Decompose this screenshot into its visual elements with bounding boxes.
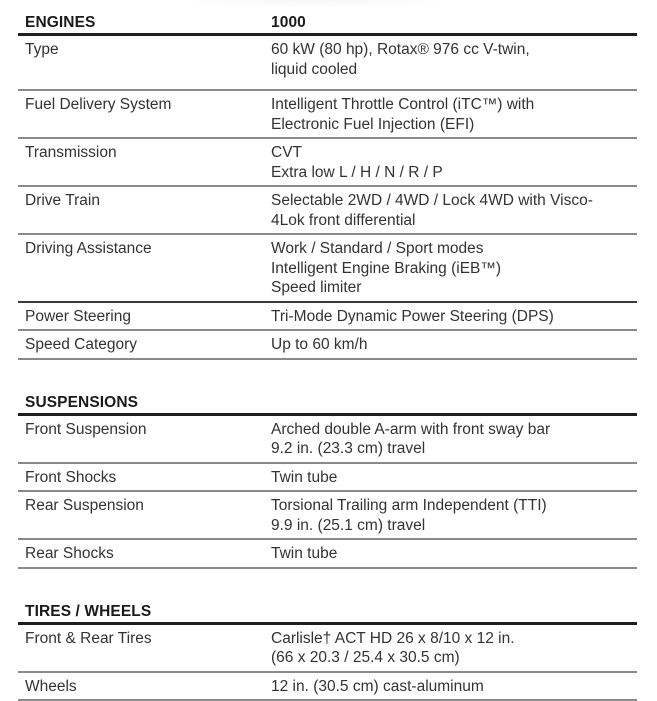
spec-value-line: (66 x 20.3 / 25.4 x 30.5 cm)	[271, 648, 637, 668]
spec-value-line: Twin tube	[271, 544, 637, 564]
spec-row-fuel-delivery	[18, 91, 637, 139]
spec-value-line: Speed limiter	[271, 278, 637, 298]
spec-value-line: 4Lok front differential	[271, 211, 637, 231]
section-suspensions	[18, 392, 637, 569]
section-header	[18, 392, 637, 416]
spec-value	[271, 420, 637, 459]
spec-value	[271, 335, 637, 355]
spec-value-line: Intelligent Engine Braking (iEB™)	[271, 259, 637, 279]
spec-row-front-suspension	[18, 416, 637, 464]
spec-value	[271, 677, 637, 697]
spec-label: Fuel Delivery System	[18, 95, 271, 134]
spec-row-front-rear-tires	[18, 625, 637, 673]
spec-row-transmission	[18, 139, 637, 187]
section-header	[18, 12, 637, 36]
spec-value-line: 60 kW (80 hp), Rotax® 976 cc V-twin,	[271, 40, 637, 60]
spec-value-line: Twin tube	[271, 468, 637, 488]
spec-label: Rear Shocks	[18, 544, 271, 564]
spec-value	[271, 95, 637, 134]
spec-value-line: Up to 60 km/h	[271, 335, 637, 355]
spec-value-line: Intelligent Throttle Control (iTC™) with	[271, 95, 637, 115]
spec-value	[271, 468, 637, 488]
spec-value-line: liquid cooled	[271, 60, 637, 80]
spec-row-power-steering	[18, 303, 637, 332]
spec-value-line: Carlisle† ACT HD 26 x 8/10 x 12 in.	[271, 629, 637, 649]
section-title: TIRES / WHEELS	[18, 603, 271, 621]
spec-value-line: Work / Standard / Sport modes	[271, 239, 637, 259]
spec-row-front-shocks	[18, 464, 637, 493]
top-shadow-decoration	[150, 0, 480, 10]
spec-label: Wheels	[18, 677, 271, 697]
spec-row-rear-shocks	[18, 540, 637, 569]
section-title: ENGINES	[18, 14, 271, 32]
spec-value-line: 12 in. (30.5 cm) cast-aluminum	[271, 677, 637, 697]
spec-value-line: CVT	[271, 143, 637, 163]
spec-value	[271, 40, 637, 79]
spec-value	[271, 239, 637, 298]
spec-value-line: Tri-Mode Dynamic Power Steering (DPS)	[271, 307, 637, 327]
spec-value-line: 9.2 in. (23.3 cm) travel	[271, 439, 637, 459]
spec-label: Drive Train	[18, 191, 271, 230]
spec-value-line: Torsional Trailing arm Independent (TTI)	[271, 496, 637, 516]
spec-label: Front Suspension	[18, 420, 271, 459]
spec-label: Driving Assistance	[18, 239, 271, 298]
section-header	[18, 601, 637, 625]
spec-value-line: Selectable 2WD / 4WD / Lock 4WD with Visco-	[271, 191, 637, 211]
section-engines	[18, 12, 637, 360]
spec-value-line: 9.9 in. (25.1 cm) travel	[271, 516, 637, 536]
spec-row-driving-assistance	[18, 235, 637, 303]
spec-label: Front & Rear Tires	[18, 629, 271, 668]
spec-value	[271, 544, 637, 564]
spec-row-rear-suspension	[18, 492, 637, 540]
spec-label: Rear Suspension	[18, 496, 271, 535]
spec-label: Type	[18, 40, 271, 79]
spec-value-line: Extra low L / H / N / R / P	[271, 163, 637, 183]
spec-label: Front Shocks	[18, 468, 271, 488]
spec-value-line: Electronic Fuel Injection (EFI)	[271, 115, 637, 135]
spec-value	[271, 496, 637, 535]
section-tires-wheels	[18, 601, 637, 701]
spec-value	[271, 307, 637, 327]
spec-sheet	[18, 12, 637, 701]
spec-label: Speed Category	[18, 335, 271, 355]
spec-row-speed-category	[18, 331, 637, 360]
model-label: 1000	[271, 14, 306, 32]
spec-row-drive-train	[18, 187, 637, 235]
spec-value	[271, 191, 637, 230]
spec-value	[271, 629, 637, 668]
spec-row-type	[18, 36, 637, 91]
section-title: SUSPENSIONS	[18, 394, 271, 412]
spec-value-line: Arched double A-arm with front sway bar	[271, 420, 637, 440]
spec-row-wheels	[18, 673, 637, 701]
spec-value	[271, 143, 637, 182]
spec-label: Transmission	[18, 143, 271, 182]
spec-label: Power Steering	[18, 307, 271, 327]
